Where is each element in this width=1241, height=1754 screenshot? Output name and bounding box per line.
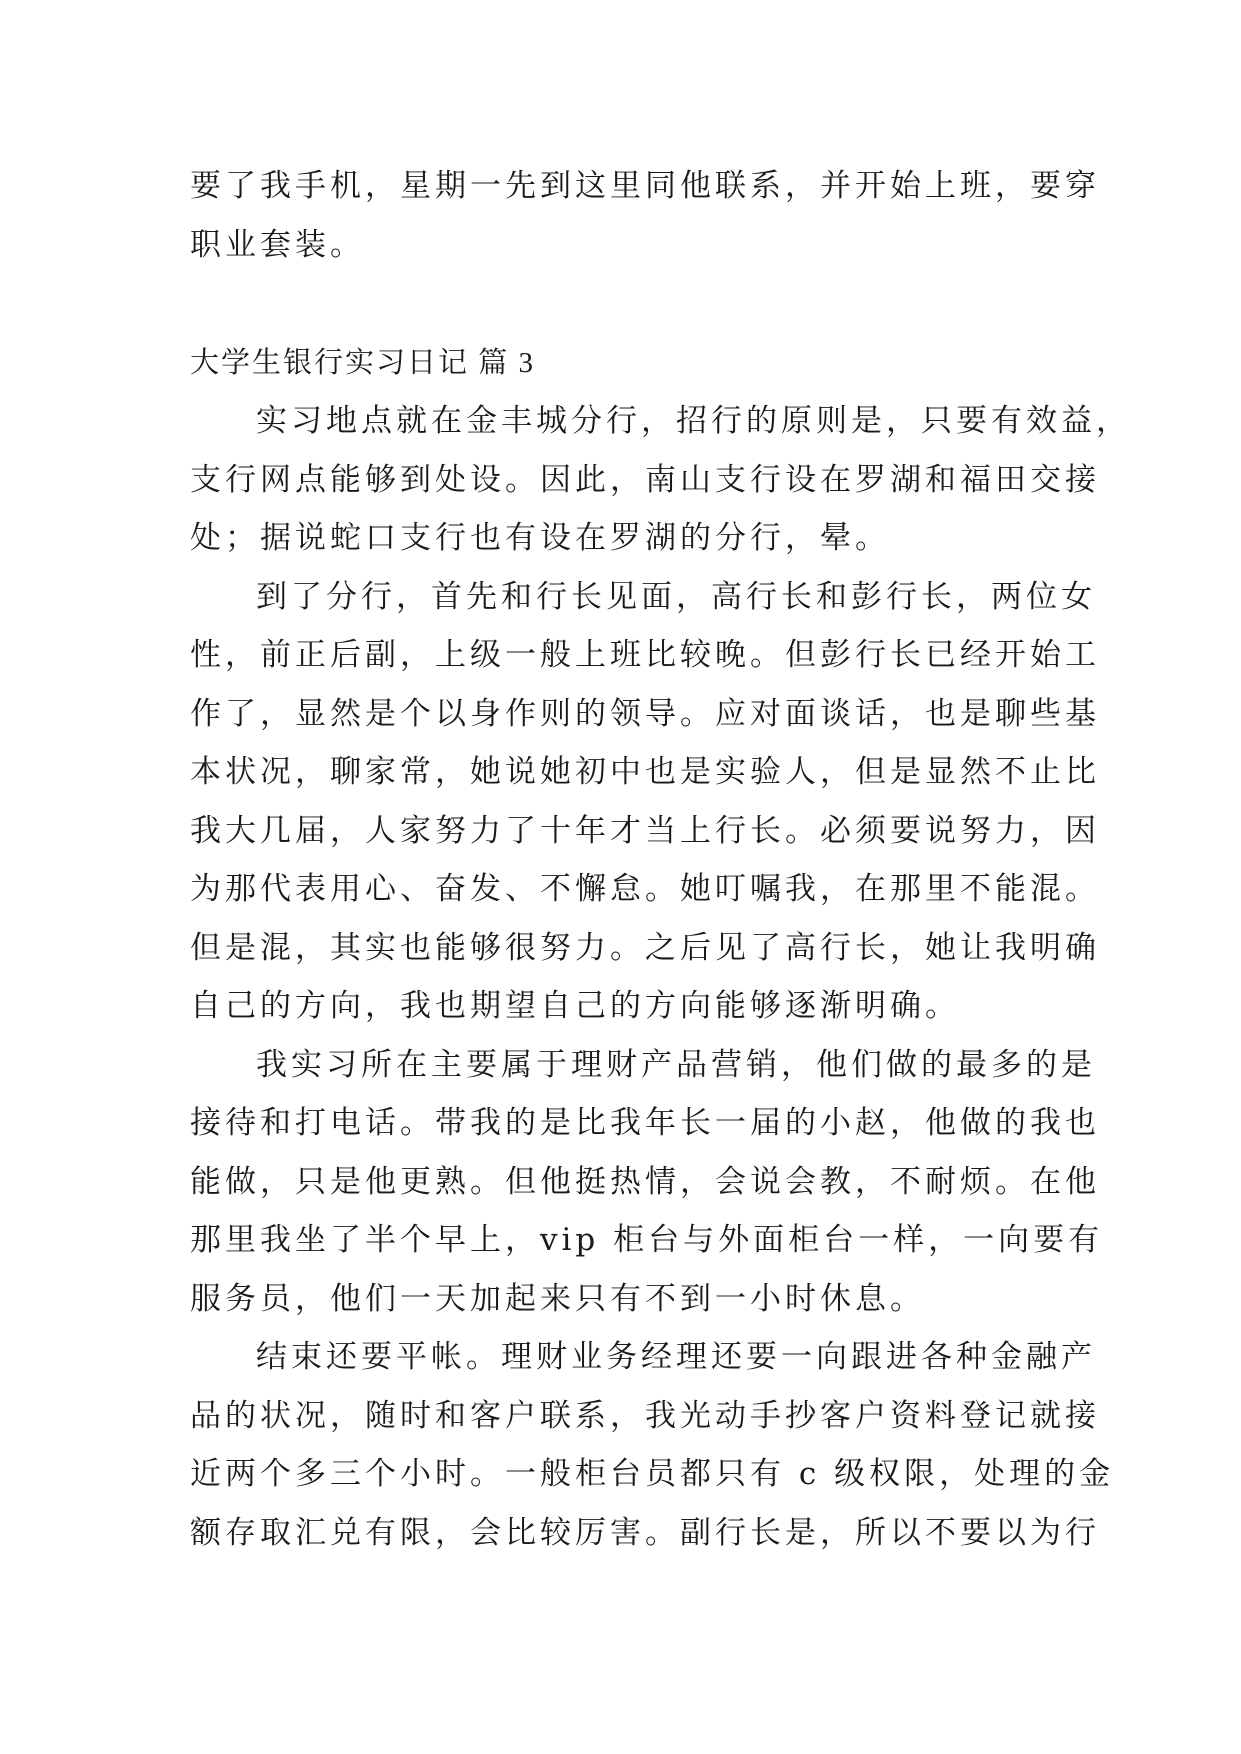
paragraph-first-line: 我实习所在主要属于理财产品营销，他们做的最多的是 [256,1047,1096,1083]
paragraph-first-line: 实习地点就在金丰城分行，招行的原则是，只要有效益， [256,403,1131,439]
body-text-line: 为那代表用心、奋发、不懈怠。她叮嘱我，在那里不能混。 [190,871,1100,907]
body-text-line: 本状况，聊家常，她说她初中也是实验人，但是显然不止比 [190,754,1100,790]
body-text-line: 支行网点能够到处设。因此，南山支行设在罗湖和福田交接 [190,462,1100,498]
body-text-line: 职业套装。 [190,227,365,263]
body-text-line: 那里我坐了半个早上，vip 柜台与外面柜台一样，一向要有 [190,1222,1104,1258]
body-text-line: 但是混，其实也能够很努力。之后见了高行长，她让我明确 [190,930,1100,966]
body-text-line: 自己的方向，我也期望自己的方向能够逐渐明确。 [190,988,960,1024]
body-text-line: 我大几届，人家努力了十年才当上行长。必须要说努力，因 [190,813,1100,849]
body-text-line: 近两个多三个小时。一般柜台员都只有 c 级权限，处理的金 [190,1456,1115,1492]
body-text-line: 接待和打电话。带我的是比我年长一届的小赵，他做的我也 [190,1105,1100,1141]
body-text-line: 服务员，他们一天加起来只有不到一小时休息。 [190,1281,925,1317]
body-text-line: 品的状况，随时和客户联系，我光动手抄客户资料登记就接 [190,1398,1100,1434]
body-text-line: 性，前正后副，上级一般上班比较晚。但彭行长已经开始工 [190,637,1100,673]
body-text-line: 作了，显然是个以身作则的领导。应对面谈话，也是聊些基 [190,696,1100,732]
body-text-line: 要了我手机，星期一先到这里同他联系，并开始上班，要穿 [190,168,1100,204]
section-heading: 大学生银行实习日记 篇 3 [190,347,536,379]
paragraph-first-line: 到了分行，首先和行长见面，高行长和彭行长，两位女 [256,579,1096,615]
body-text-line: 能做，只是他更熟。但他挺热情，会说会教，不耐烦。在他 [190,1164,1100,1200]
paragraph-first-line: 结束还要平帐。理财业务经理还要一向跟进各种金融产 [256,1339,1096,1375]
body-text-line: 处；据说蛇口支行也有设在罗湖的分行，晕。 [190,520,890,556]
body-text-line: 额存取汇兑有限，会比较厉害。副行长是，所以不要以为行 [190,1515,1100,1551]
